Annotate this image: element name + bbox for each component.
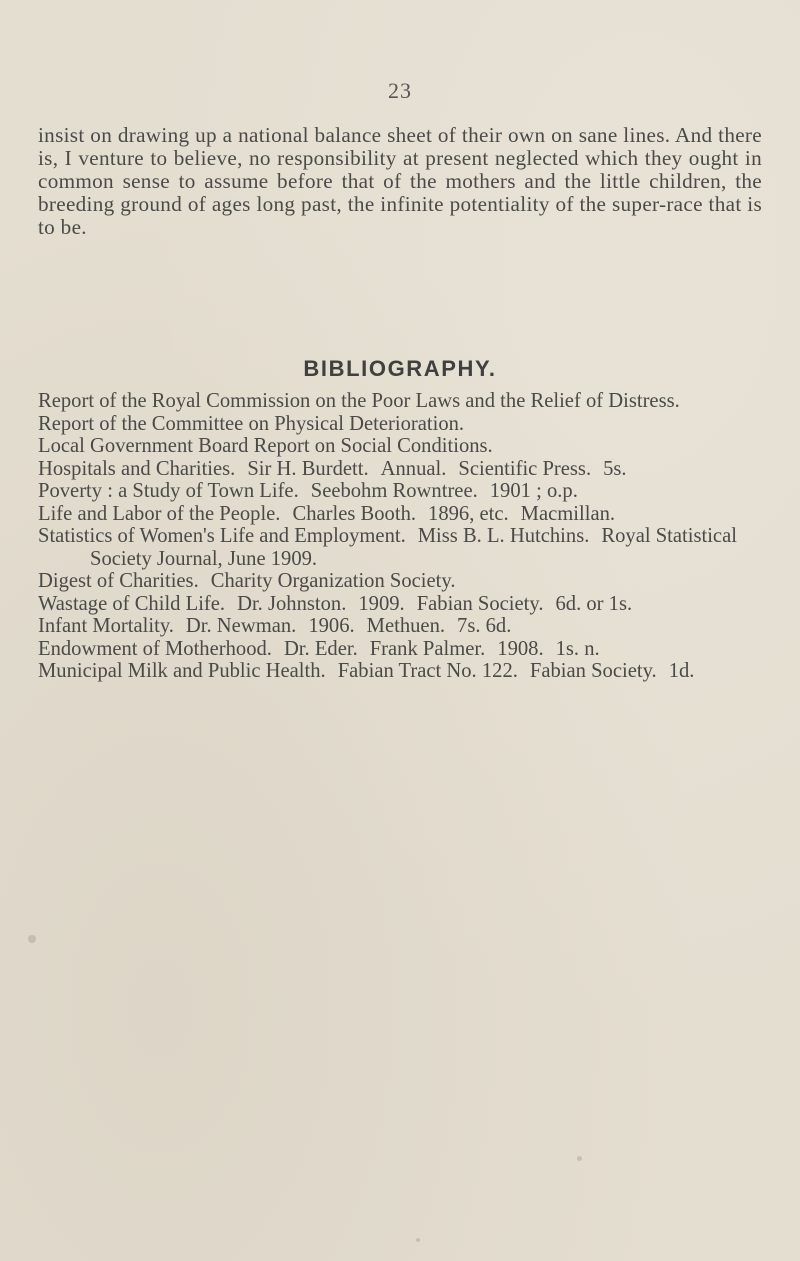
bibliography-entry [38,390,778,413]
entry-author: Dr. Eder. [283,637,358,660]
entry-author: Miss B. L. Hutchins. [417,525,590,547]
entry-publisher: Fabian Society. [416,592,544,615]
entry-price: 5s. [603,457,627,480]
entry-frequency: Annual. [380,457,447,480]
paper-spot [577,1156,582,1161]
entry-series: Fabian Tract No. 122. [337,660,518,682]
bibliography-entry [38,638,778,661]
entry-publisher: Royal Statistical Society Journal, June 1909. [90,525,737,570]
entry-author: Dr. Johnston. [237,592,347,615]
entry-year: 1901 ; o.p. [489,480,578,502]
entry-title: Report of the Royal Commission on the Poor Laws and the Relief of Distress. [38,390,680,412]
paper-spot [28,935,36,943]
page-number: 23 [388,78,412,103]
entry-author: Seebohm Rowntree. [310,480,478,502]
entry-publisher: Frank Palmer. [369,637,486,660]
entry-title: Life and Labor of the People. [38,502,281,525]
bibliography-entry [38,660,778,683]
entry-author: Dr. Newman. [185,615,297,637]
entry-title: Poverty : a Study of Town Life. [38,480,299,502]
entry-price: 7s. 6d. [457,615,512,637]
entry-title: Endowment of Motherhood. [38,637,272,660]
entry-publisher: Fabian Society. [529,660,657,682]
entry-publisher: Methuen. [366,615,446,637]
bibliography-entry [38,525,778,570]
entry-title: Local Government Board Report on Social Conditions. [38,435,493,457]
entry-title: Hospitals and Charities. [38,457,236,480]
paper-spot [416,1238,420,1242]
bibliography-entry [38,570,778,593]
bibliography-entry [38,435,778,458]
entry-title: Municipal Milk and Public Health. [38,660,326,682]
bibliography-entry [38,503,778,526]
entry-year: 1906. [308,615,355,637]
entry-publisher: Macmillan. [520,502,616,525]
intro-paragraph: insist on drawing up a national balance sheet of their own on sane lines. And there is, I venture to believe, no responsibility at present neglected which they ought in common sense to assume before that of the mothers and the little children, the breeding ground of ages long past, the infinite potentiality of the super-race that is to be. [38,123,762,239]
entry-title: Report of the Committee on Physical Deterioration. [38,412,465,435]
bibliography-list [38,390,778,683]
entry-title: Statistics of Women's Life and Employment. [38,525,406,547]
entry-year: 1896, etc. [428,502,509,525]
entry-year: 1909. [358,592,405,615]
entry-author: Charles Booth. [292,502,417,525]
entry-title: Digest of Charities. [38,570,199,592]
entry-title: Infant Mortality. [38,615,174,637]
entry-author: Sir H. Burdett. [247,457,369,480]
bibliography-entry [38,615,778,638]
bibliography-entry [38,480,778,503]
entry-publisher: Scientific Press. [458,457,592,480]
entry-price: 6d. or 1s. [555,592,633,615]
bibliography-entry [38,593,778,616]
entry-year: 1908. [497,637,544,660]
bibliography-entry [38,413,778,436]
bibliography-heading: BIBLIOGRAPHY. [303,356,497,381]
entry-price: 1s. n. [555,637,600,660]
entry-title: Wastage of Child Life. [38,592,226,615]
entry-price: 1d. [668,660,695,682]
entry-publisher: Charity Organization Society. [210,570,456,592]
bibliography-entry [38,458,778,481]
